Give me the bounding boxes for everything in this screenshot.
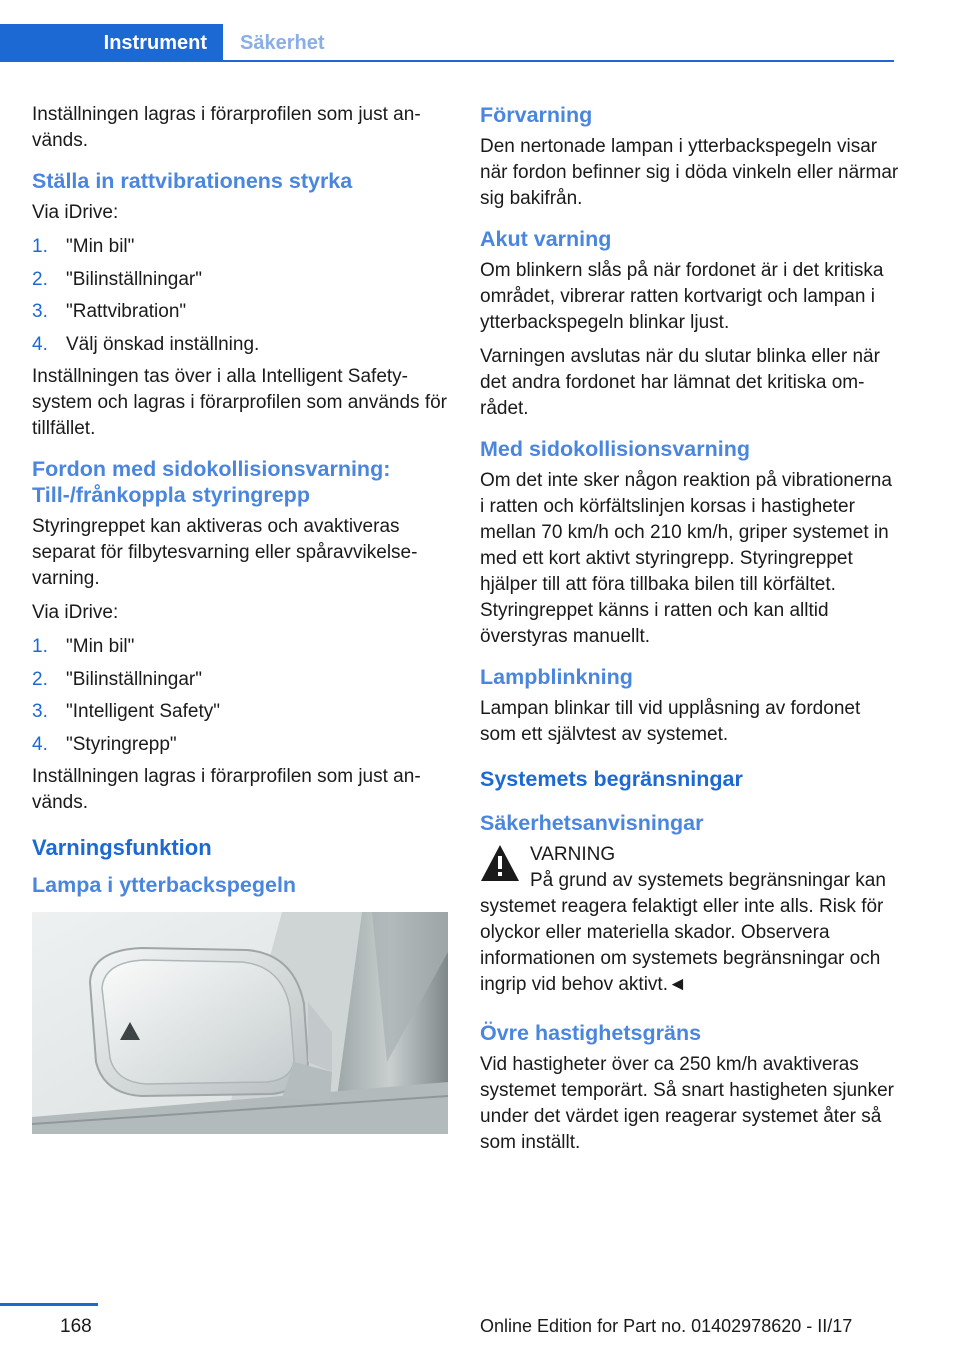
heading-system-limits: Systemets begränsningar [480,767,743,791]
heading-lamp-blink: Lampblinkning [480,665,633,689]
side-collision-paragraph: Om det inte sker någon reaktion på vibrationerna i ratten och körfältslinjen korsas i hastigheter mellan 70 km/h och 210 km/h, griper systemet in med ett kort aktivt styringrepp. Styringreppet hjälper till att föra tillbaka bilen till körfältet. Styringreppet känns i ratten och kan alltid överstyras manuellt. [480,470,892,647]
steps-list-1 [32,234,450,358]
header-tabs [0,24,894,62]
step-text: "Min bil" [66,636,135,657]
side-mirror-image [32,912,448,1134]
heading-acute-warning: Akut varning [480,227,612,251]
via-idrive-2: Via iDrive: [32,602,119,623]
acute-paragraph-2: Varningen avslutas när du slutar blinka eller när det andra fordonet har lämnat det kritiska området. [480,346,880,419]
acute-paragraph-1: Om blinkern slås på när fordonet är i det kritiska området, vibrerar ratten kortvarigt och lampan i ytterbackspegeln blinkar ljust. [480,260,884,333]
step-text: "Intelligent Safety" [66,701,220,722]
warning-text [480,868,900,998]
step-number: 2. [32,268,48,290]
step-number: 2. [32,668,48,690]
step-text: "Bilinställningar" [66,268,202,290]
list-item [32,667,450,693]
after-list-2: Inställningen lagras i förarprofilen som just används. [32,766,421,813]
warning-block [480,842,900,998]
list-item [32,634,450,660]
warning-text-content: På grund av systemets begränsningar kan systemet reagera felaktigt eller inte alls. Risk för olyckor eller materiella skador. Observera informationen om systemets begränsningar och ingrip vid behov aktivt.◄ [480,870,886,995]
heading-warning-function: Varningsfunktion [32,835,212,860]
header-rule [0,60,894,62]
heading-speed-limit: Övre hastighetsgräns [480,1021,702,1045]
heading-prewarning: Förvarning [480,103,593,127]
speed-paragraph: Vid hastigheter över ca 250 km/h avaktiveras systemet temporärt. Så snart hastigheten sjunker under det värdet igen reagerar systemet åter så som inställt. [480,1054,894,1153]
step-text: "Min bil" [66,236,135,257]
list-item [32,332,450,358]
step-text: "Styringrepp" [66,733,177,755]
steps-list-2 [32,634,450,758]
list-item [32,299,450,325]
tab-instrument[interactable]: Instrument [0,24,223,62]
step-number: 1. [32,636,48,657]
step-text: "Rattvibration" [66,301,187,322]
step-number: 4. [32,333,48,355]
step-number: 3. [32,301,48,322]
after-list-1: Inställningen tas över i alla Intelligent Safety-system och lagras i förarprofilen som används för tillfället. [32,366,448,439]
tab-sakerhet[interactable]: Säkerhet [240,32,325,54]
step-number: 1. [32,236,48,257]
left-column [32,102,450,1134]
mirror-illustration [32,912,448,1134]
step-number: 3. [32,701,48,722]
warning-title: VARNING [530,844,616,865]
warning-triangle-icon [480,844,520,882]
side-paragraph: Styringreppet kan aktiveras och avaktiveras separat för filbytesvarning eller spåravvikelsevarning. [32,516,418,589]
heading-safety-notes: Säkerhetsanvisningar [480,811,704,835]
right-column [480,102,900,1164]
heading-with-side-collision: Med sidokollisionsvarning [480,437,750,461]
step-text: Välj önskad inställning. [66,333,260,355]
list-item [32,267,450,293]
list-item [32,699,450,725]
heading-strength: Ställa in rattvibrationens styrka [32,169,353,193]
lamp-blink-paragraph: Lampan blinkar till vid upplåsning av fordonet som ett självtest av systemet. [480,698,861,745]
list-item [32,732,450,758]
heading-side-collision: Fordon med sidokollisionsvarning: Till-/frånkoppla styringrepp [32,457,391,507]
step-number: 4. [32,733,48,755]
via-idrive-1: Via iDrive: [32,202,119,223]
heading-lamp-mirror: Lampa i ytterbackspegeln [32,873,297,897]
prewarning-paragraph: Den nertonade lampan i ytterbackspegeln visar när fordon befinner sig i döda vinkeln eller närmar sig bakifrån. [480,136,899,209]
footer-rule [0,1303,98,1306]
intro-paragraph: Inställningen lagras i förarprofilen som just används. [32,104,421,151]
step-text: "Bilinställningar" [66,668,202,690]
edition-text: Online Edition for Part no. 01402978620 - II/17 [480,1316,853,1336]
list-item [32,234,450,260]
page-number: 168 [60,1316,92,1337]
